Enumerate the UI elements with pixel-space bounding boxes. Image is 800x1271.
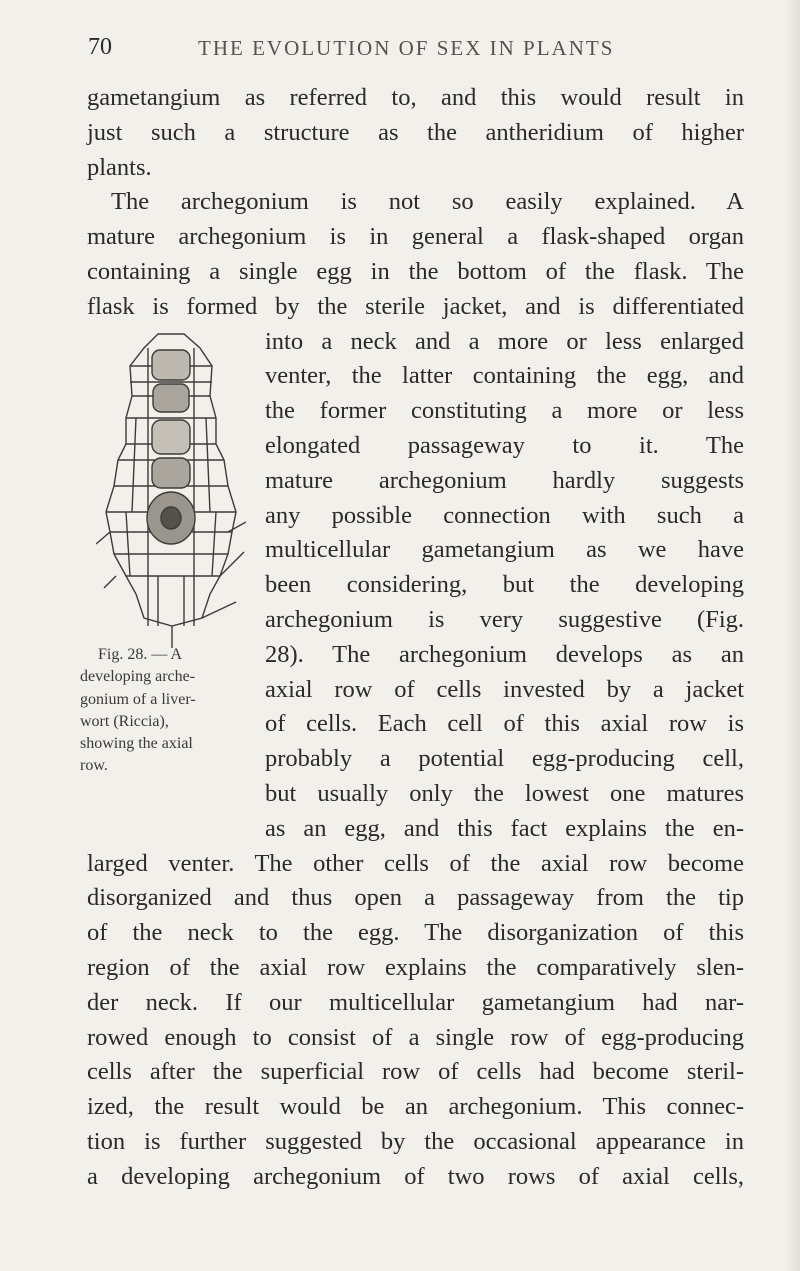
page-header [88, 34, 740, 64]
text-line: been considering, but the developing [265, 571, 744, 599]
text-line: just such a structure as the antheridium of higher [87, 118, 744, 146]
text-line: 28). The archegonium develops as an [265, 640, 744, 668]
running-head: THE EVOLUTION OF SEX IN PLANTS [198, 36, 615, 60]
text-line: into a neck and a more or less enlarged [265, 327, 744, 355]
caption-line: wort (Riccia), [80, 712, 169, 730]
text-line: der neck. If our multicellular gametangium had nar- [87, 988, 744, 1016]
text-line: flask is formed by the sterile jacket, and is differentiated [87, 292, 744, 320]
text-line: plants. [87, 153, 152, 181]
page-number: 70 [88, 34, 112, 60]
text-line: larged venter. The other cells of the axial row become [87, 849, 744, 877]
text-line: ized, the result would be an archegonium. This connec- [87, 1093, 744, 1121]
text-line: gametangium as referred to, and this would result in [87, 84, 744, 111]
caption-line: Fig. 28. — A [98, 646, 183, 663]
text-line: cells after the superficial row of cells had become steril- [87, 1058, 744, 1086]
text-line: any possible connection with such a [265, 501, 744, 529]
text-line: disorganized and thus open a passageway from the tip [87, 884, 744, 912]
text-line: multicellular gametangium as we have [265, 536, 744, 564]
text-line: elongated passageway to it. The [265, 431, 744, 459]
text-line: The archegonium is not so easily explained. A [111, 188, 744, 216]
text-line: containing a single egg in the bottom of the flask. The [87, 257, 744, 285]
text-line: axial row of cells invested by a jacket [265, 675, 744, 703]
text-line: rowed enough to consist of a single row of egg-producing [87, 1023, 744, 1051]
text-line: of cells. Each cell of this axial row is [265, 710, 744, 738]
text-line: probably a potential egg-producing cell, [265, 745, 744, 773]
body-text [87, 81, 744, 1195]
text-line: mature archegonium is in general a flask-shaped organ [87, 223, 744, 251]
caption-line: row. [80, 757, 108, 775]
caption-line: showing the axial [80, 735, 193, 753]
text-line: of the neck to the egg. The disorganization of this [87, 919, 744, 947]
text-line: region of the axial row explains the comparatively slen- [87, 953, 744, 981]
text-line: but usually only the lowest one matures [265, 779, 744, 807]
text-line: the former constituting a more or less [265, 397, 744, 425]
page-edge-shadow [786, 0, 800, 1271]
caption-line: developing arche- [80, 668, 196, 686]
text-line: a developing archegonium of two rows of axial cells, [87, 1162, 744, 1190]
text-line: as an egg, and this fact explains the en- [265, 814, 744, 842]
text-line: tion is further suggested by the occasional appearance in [87, 1127, 744, 1155]
caption-line: gonium of a liver- [80, 690, 196, 708]
text-line: archegonium is very suggestive (Fig. [265, 605, 744, 633]
text-line: venter, the latter containing the egg, and [265, 362, 744, 390]
text-line: mature archegonium hardly suggests [265, 466, 744, 494]
